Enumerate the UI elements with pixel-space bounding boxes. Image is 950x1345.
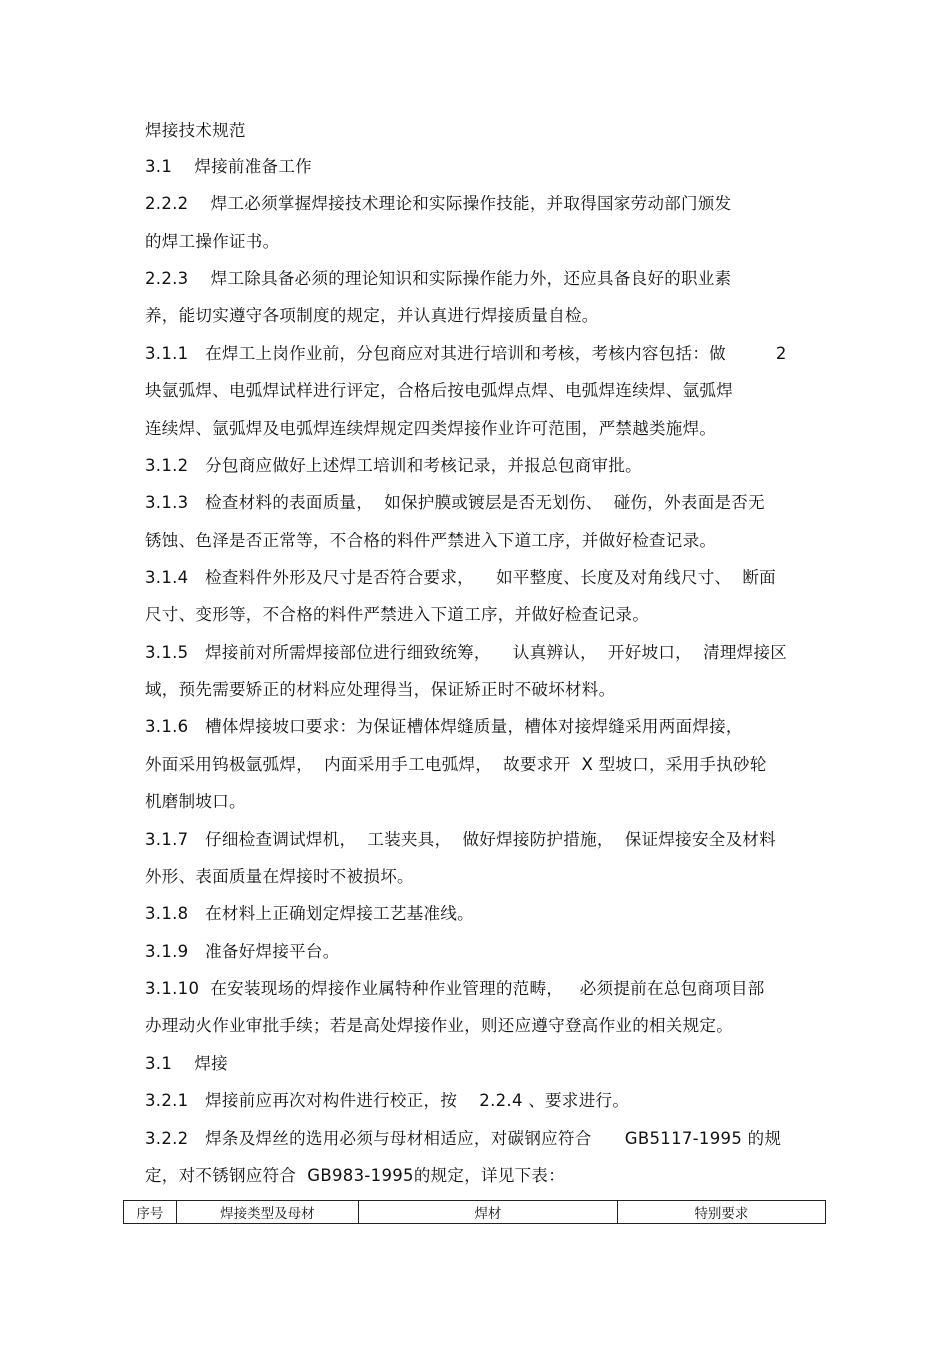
doc-line: 2.2.2 焊工必须掌握焊接技术理论和实际操作技能，并取得国家劳动部门颁发: [145, 194, 732, 213]
doc-line: 养，能切实遵守各项制度的规定，并认真进行焊接质量自检。: [145, 306, 599, 325]
doc-line: 3.1.6 槽体焊接坡口要求：为保证槽体焊缝质量，槽体对接焊缝采用两面焊接，: [145, 717, 743, 736]
doc-line: 3.2.1 焊接前应再次对构件进行校正，按 2.2.4 、要求进行。: [145, 1091, 630, 1110]
doc-line: 3.1.8 在材料上正确划定焊接工艺基准线。: [145, 904, 474, 923]
table-header-cell: 焊接类型及母材: [176, 1201, 358, 1224]
doc-line: 2.2.3 焊工除具备必须的理论知识和实际操作能力外，还应具备良好的职业素: [145, 269, 732, 288]
doc-line: 外面采用钨极氩弧焊， 内面采用手工电弧焊， 故要求开 X 型坡口，采用手执砂轮: [145, 755, 767, 774]
doc-line: 3.2.2 焊条及焊丝的选用必须与母材相适应，对碳钢应符合 GB5117-1995 的规: [145, 1129, 782, 1148]
doc-line: 块氩弧焊、电弧焊试样进行评定，合格后按电弧焊点焊、电弧焊连续焊、氩弧焊: [145, 381, 733, 400]
doc-line: 3.1.3 检查材料的表面质量， 如保护膜或镀层是否无划伤、 碰伤，外表面是否无: [145, 493, 765, 512]
doc-line: 3.1.10 在安装现场的焊接作业属特种作业管理的范畴， 必须提前在总包商项目部: [145, 979, 765, 998]
doc-line: 3.1 焊接前准备工作: [145, 157, 312, 176]
doc-line: 外形、表面质量在焊接时不被损坏。: [145, 867, 414, 886]
doc-line: 尺寸、变形等，不合格的料件严禁进入下道工序，并做好检查记录。: [145, 605, 649, 624]
doc-line: 定，对不锈钢应符合 GB983-1995的规定，详见下表：: [145, 1166, 566, 1185]
doc-line: 3.1.7 仔细检查调试焊机， 工装夹具， 做好焊接防护措施， 保证焊接安全及材料: [145, 830, 776, 849]
table-header-cell: 特别要求: [617, 1201, 825, 1224]
table-header-cell: 序号: [124, 1201, 177, 1224]
doc-line: 3.1.2 分包商应做好上述焊工培训和考核记录，并报总包商审批。: [145, 456, 642, 475]
doc-line: 3.1.5 焊接前对所需焊接部位进行细致统筹， 认真辨认， 开好坡口， 清理焊接区: [145, 643, 788, 662]
doc-line: 的焊工操作证书。: [145, 232, 280, 251]
doc-line: 3.1 焊接: [145, 1054, 228, 1073]
doc-line: 3.1.1 在焊工上岗作业前，分包商应对其进行培训和考核，考核内容包括：做 2: [145, 344, 787, 363]
doc-line: 办理动火作业审批手续；若是高处焊接作业，则还应遵守登高作业的相关规定。: [145, 1016, 733, 1035]
welding-material-table: [123, 1200, 826, 1224]
doc-line: 连续焊、氩弧焊及电弧焊连续焊规定四类焊接作业许可范围，严禁越类施焊。: [145, 419, 717, 438]
doc-line: 锈蚀、色泽是否正常等，不合格的料件严禁进入下道工序，并做好检查记录。: [145, 531, 717, 550]
doc-line: 3.1.9 准备好焊接平台。: [145, 942, 340, 961]
doc-line: 机磨制坡口。: [145, 792, 246, 811]
doc-line: 3.1.4 检查料件外形及尺寸是否符合要求， 如平整度、长度及对角线尺寸、 断面: [145, 568, 776, 587]
doc-title: 焊接技术规范: [145, 121, 246, 140]
doc-line: 域，预先需要矫正的材料应处理得当，保证矫正时不破坏材料。: [145, 680, 616, 699]
table-header-cell: 焊材: [359, 1201, 618, 1224]
table-header-row: [124, 1201, 826, 1224]
